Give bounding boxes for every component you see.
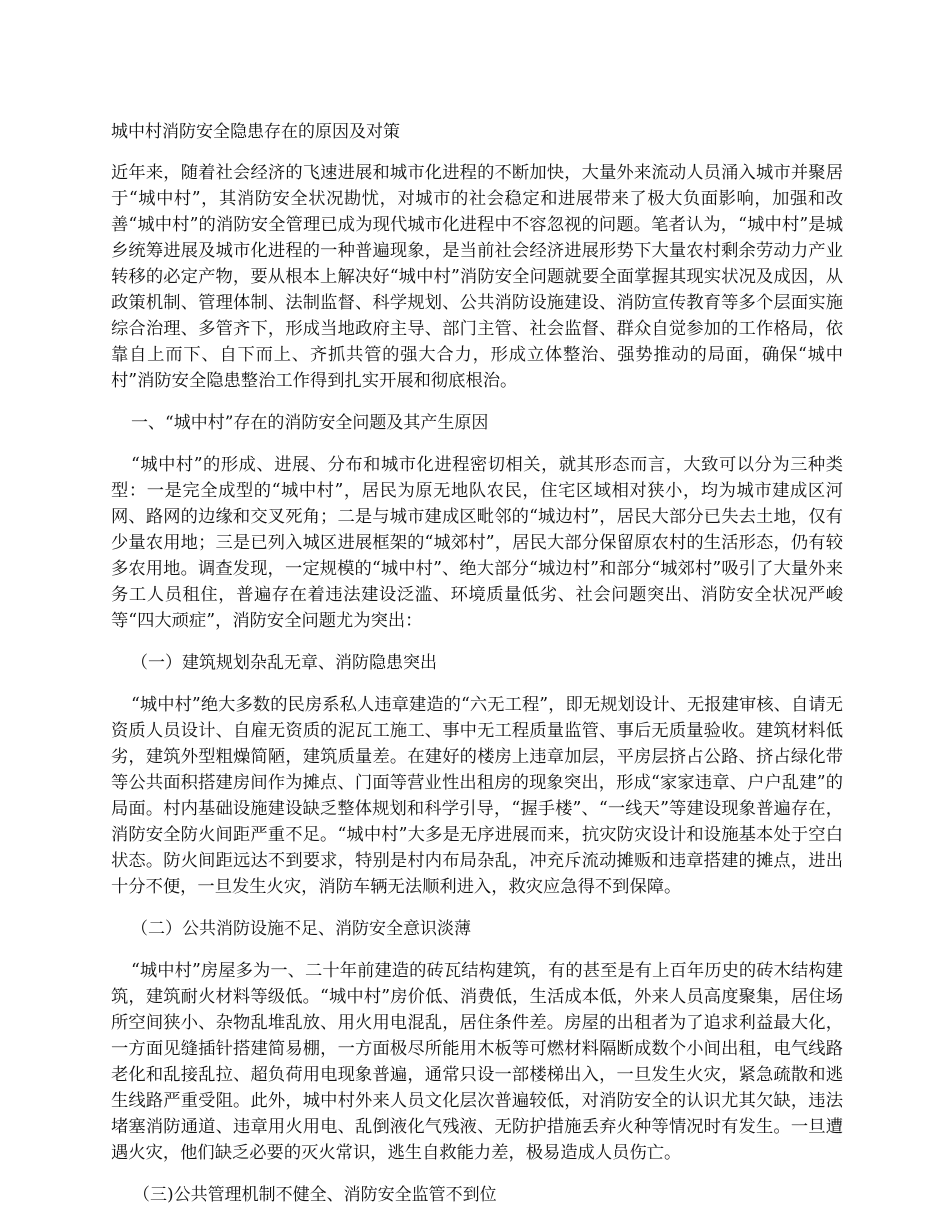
subsection-1-heading: （一）建筑规划杂乱无章、消防隐患突出 xyxy=(131,653,437,673)
section-1-paragraph: “城中村”的形成、进展、分布和城市化进程密切相关，就其形态而言，大致可以分为三种类型：一是完全成型的“城中村”，居民为原无地队农民，住宅区域相对狭小，均为城市建成区河网、路网的边缘和交叉死角；二是与城市建成区毗邻的“城边村”，居民大部分已失去土地，仅有少量农用地；三是已列入城区进展框架的“城郊村”，居民大部分保留原农村的生活形态，仍有较多农用地。调查发现，一定规模的“城中村”、绝大部分“城边村”和部分“城郊村”吸引了大量外来务工人员租住，普遍存在着违法建设泛滥、环境质量低劣、社会问题突出、消防安全状况严峻等“四大顽症”，消防安全问题尤为突出： xyxy=(111,455,843,631)
section-1-heading: 一、“城中村”存在的消防安全问题及其产生原因 xyxy=(131,413,489,433)
document-title: 城中村消防安全隐患存在的原因及对策 xyxy=(111,122,400,142)
subsection-3-heading: （三)公共管理机制不健全、消防安全监管不到位 xyxy=(133,1185,497,1205)
subsection-2-paragraph: “城中村”房屋多为一、二十年前建造的砖瓦结构建筑，有的甚至是有上百年历史的砖木结构建筑，建筑耐火材料等级低。“城中村”房价低、消费低，生活成本低，外来人员高度聚集，居住场所空间狭小、杂物乱堆乱放、用火用电混乱，居住条件差。房屋的出租者为了追求利益最大化，一方面见缝插针搭建简易棚，一方面极尽所能用木板等可燃材料隔断成数个小间出租，电气线路老化和乱接乱拉、超负荷用电现象普遍，通常只设一部楼梯出入，一旦发生火灾，紧急疏散和逃生线路严重受阻。此外，城中村外来人员文化层次普遍较低，对消防安全的认识尤其欠缺，违法堵塞消防通道、违章用火用电、乱倒液化气残液、无防护措施丢弃火种等情况时有发生。一旦遭遇火灾，他们缺乏必要的灭火常识，逃生自救能力差，极易造成人员伤亡。 xyxy=(111,961,843,1163)
subsection-1-paragraph: “城中村”绝大多数的民房系私人违章建造的“六无工程”，即无规划设计、无报建审核、自请无资质人员设计、自雇无资质的泥瓦工施工、事中无工程质量监管、事后无质量验收。建筑材料低劣，建筑外型粗燥简陋，建筑质量差。在建好的楼房上违章加层，平房层挤占公路、挤占绿化带等公共面积搭建房间作为摊点、门面等营业性出租房的现象突出，形成“家家违章、户户乱建”的局面。村内基础设施建设缺乏整体规划和科学引导，“握手楼”、“一线天”等建设现象普遍存在，消防安全防火间距严重不足。“城中村”大多是无序进展而来，抗灾防灾设计和设施基本处于空白状态。防火间距远达不到要求，特别是村内布局杂乱，冲充斥流动摊贩和违章搭建的摊点，进出十分不便，一旦发生火灾，消防车辆无法顺利进入，救灾应急得不到保障。 xyxy=(111,695,843,897)
subsection-2-heading: （二）公共消防设施不足、消防安全意识淡薄 xyxy=(131,919,471,939)
document-page xyxy=(111,120,843,1224)
intro-paragraph: 近年来，随着社会经济的飞速进展和城市化进程的不断加快，大量外来流动人员涌入城市并聚居于“城中村”，其消防安全状况勘忧，对城市的社会稳定和进展带来了极大负面影响，加强和改善“城中村”的消防安全管理已成为现代城市化进程中不容忽视的问题。笔者认为，“城中村”是城乡统筹进展及城市化进程的一种普遍现象，是当前社会经济进展形势下大量农村剩余劳动力产业转移的必定产物，要从根本上解决好“城中村”消防安全问题就要全面掌握其现实状况及成因，从政策机制、管理体制、法制监督、科学规划、公共消防设施建设、消防宣传教育等多个层面实施综合治理、多管齐下，形成当地政府主导、部门主管、社会监督、群众自觉参加的工作格局，依靠自上而下、自下而上、齐抓共管的强大合力，形成立体整治、强势推动的局面，确保“城中村”消防安全隐患整治工作得到扎实开展和彻底根治。 xyxy=(111,163,843,391)
